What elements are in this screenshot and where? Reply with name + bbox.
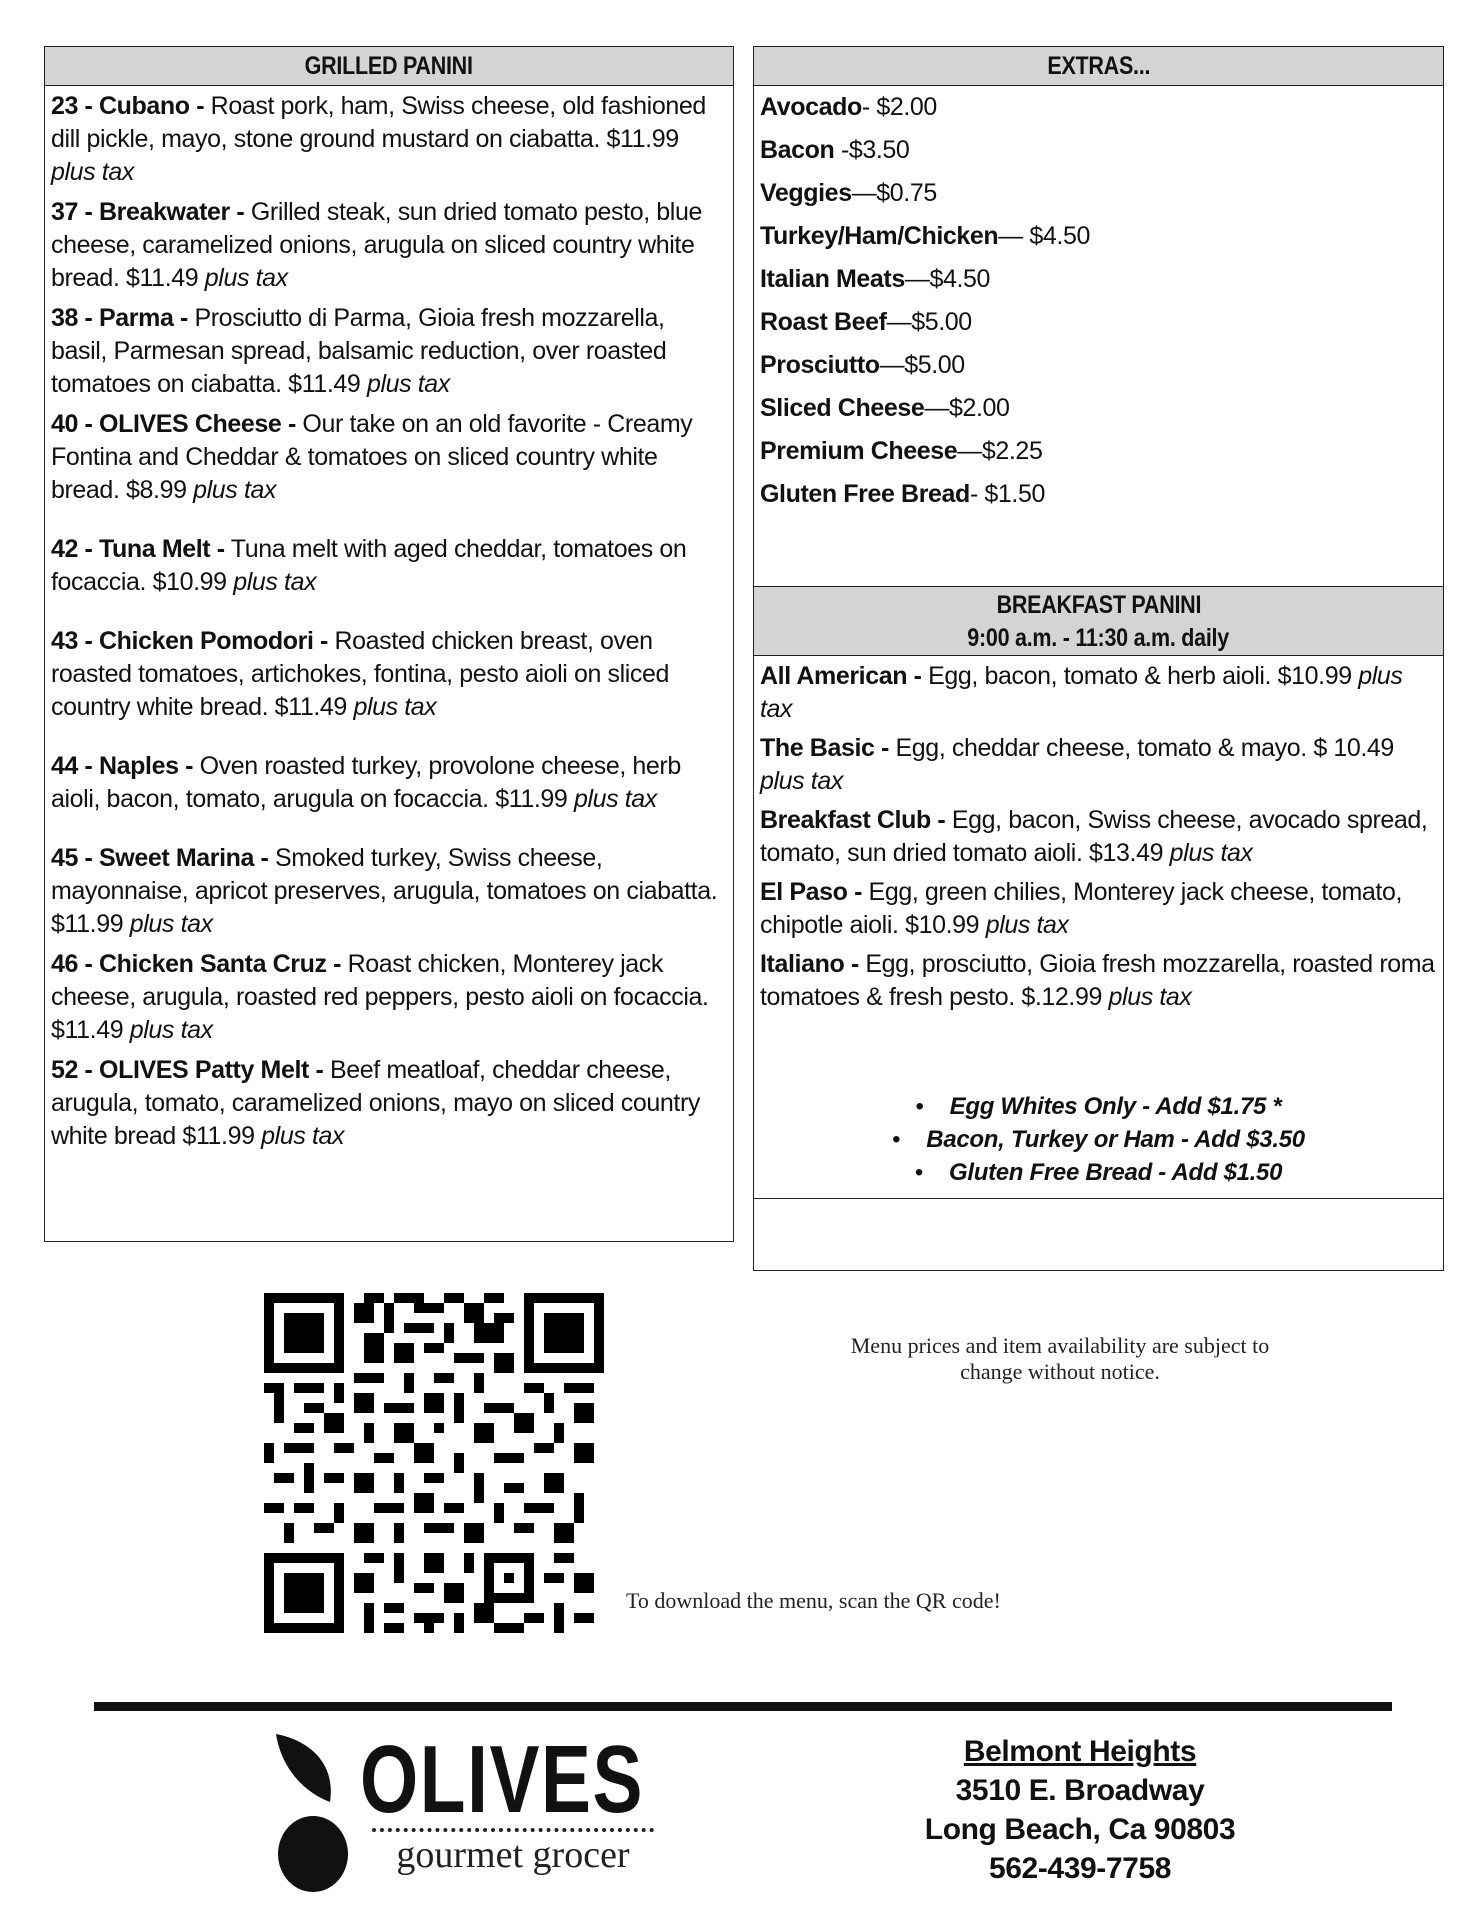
logo-dotted-rule — [372, 1824, 654, 1832]
menu-item: 43 - Chicken Pomodori - Roasted chicken breast, oven roasted tomatoes, artichokes, fontina, pesto aioli on sliced country white bread. $11.49 plus tax — [51, 627, 670, 721]
store-address — [880, 1732, 1280, 1888]
breakfast-list — [754, 656, 1443, 1199]
addon-item: • Egg Whites Only - Add $1.75 * — [915, 1093, 1282, 1120]
extra-item: Prosciutto—$5.00 — [760, 351, 965, 379]
qr-finder-top-right — [524, 1293, 604, 1373]
grilled-panini-list — [45, 86, 733, 1153]
extra-item: Gluten Free Bread- $1.50 — [760, 480, 1045, 508]
grilled-panini-section — [44, 46, 734, 1242]
extra-item: Bacon -$3.50 — [760, 136, 910, 164]
extras-header — [754, 47, 1443, 86]
grilled-panini-header — [45, 47, 733, 86]
city-address: Long Beach, Ca 90803 — [924, 1813, 1236, 1846]
right-column — [753, 46, 1444, 1271]
breakfast-addons — [754, 1090, 1443, 1189]
breakfast-header — [754, 586, 1443, 656]
menu-item: El Paso - Egg, green chilies, Monterey jack cheese, tomato, chipotle aioli. $10.99 plus tax — [760, 878, 1403, 939]
extras-title: EXTRAS... — [1047, 52, 1150, 80]
logo-tagline: gourmet grocer — [396, 1834, 630, 1876]
extra-item: Veggies—$0.75 — [760, 179, 937, 207]
menu-item: 23 - Cubano - Roast pork, ham, Swiss cheese, old fashioned dill pickle, mayo, stone ground mustard on ciabatta. $11.99 plus tax — [51, 92, 706, 186]
qr-caption: To download the menu, scan the QR code! — [626, 1588, 1001, 1613]
addon-item: • Gluten Free Bread - Add $1.50 — [914, 1159, 1283, 1186]
menu-item: Breakfast Club - Egg, bacon, Swiss cheese, avocado spread, tomato, sun dried tomato aioli. $13.49 plus tax — [760, 806, 1428, 867]
footer-divider — [94, 1702, 1392, 1711]
menu-item: 45 - Sweet Marina - Smoked turkey, Swiss cheese, mayonnaise, apricot preserves, arugula, tomatoes on ciabatta. $11.99 plus tax — [51, 844, 718, 938]
menu-item: 38 - Parma - Prosciutto di Parma, Gioia fresh mozzarella, basil, Parmesan spread, balsamic reduction, over roasted tomatoes on ciabatta. $11.49 plus tax — [51, 304, 667, 398]
breakfast-title: BREAKFAST PANINI — [996, 591, 1201, 619]
addon-item: • Bacon, Turkey or Ham - Add $3.50 — [892, 1126, 1305, 1153]
menu-notice: Menu prices and item availability are subject to change without notice. — [850, 1333, 1270, 1384]
menu-item: The Basic - Egg, cheddar cheese, tomato & mayo. $ 10.49 plus tax — [760, 734, 1394, 795]
grilled-panini-title: GRILLED PANINI — [305, 52, 473, 80]
menu-item: 52 - OLIVES Patty Melt - Beef meatloaf, cheddar cheese, arugula, tomato, caramelized onions, mayo on sliced country white bread $11.99 plus tax — [51, 1056, 700, 1150]
extra-item: Turkey/Ham/Chicken— $4.50 — [760, 222, 1090, 250]
street-address: 3510 E. Broadway — [955, 1774, 1205, 1807]
extra-item: Italian Meats—$4.50 — [760, 265, 991, 293]
menu-item: Italiano - Egg, prosciutto, Gioia fresh mozzarella, roasted roma tomatoes & fresh pesto. $.12.99 plus tax — [760, 950, 1435, 1011]
location-name: Belmont Heights — [963, 1735, 1197, 1768]
phone-number[interactable]: 562-439-7758 — [988, 1852, 1172, 1885]
qr-finder-bottom-left — [264, 1553, 344, 1633]
breakfast-hours: 9:00 a.m. - 11:30 a.m. daily — [967, 624, 1230, 652]
logo-wordmark: OLIVES — [360, 1726, 644, 1833]
extra-item: Roast Beef—$5.00 — [760, 308, 972, 336]
extras-list — [754, 86, 1443, 586]
menu-item: 40 - OLIVES Cheese - Our take on an old favorite - Creamy Fontina and Cheddar & tomatoes on sliced country white bread. $8.99 plus tax — [51, 410, 693, 504]
extra-item: Avocado- $2.00 — [760, 93, 937, 121]
extra-item: Premium Cheese—$2.25 — [760, 437, 1043, 465]
qr-finder-top-left — [264, 1293, 344, 1373]
menu-item: 46 - Chicken Santa Cruz - Roast chicken, Monterey jack cheese, arugula, roasted red peppers, pesto aioli on focaccia. $11.49 plus tax — [51, 950, 709, 1044]
menu-item: 42 - Tuna Melt - Tuna melt with aged cheddar, tomatoes on focaccia. $10.99 plus tax — [51, 535, 687, 596]
extra-item: Sliced Cheese—$2.00 — [760, 394, 1010, 422]
qr-code[interactable] — [264, 1293, 604, 1633]
menu-item: All American - Egg, bacon, tomato & herb aioli. $10.99 plus tax — [760, 662, 1403, 723]
olive-logo-icon — [268, 1732, 358, 1892]
menu-item: 37 - Breakwater - Grilled steak, sun dried tomato pesto, blue cheese, caramelized onions, arugula on sliced country white bread. $11.49 plus tax — [51, 198, 702, 292]
menu-item: 44 - Naples - Oven roasted turkey, provolone cheese, herb aioli, bacon, tomato, arugula on focaccia. $11.99 plus tax — [51, 752, 681, 813]
